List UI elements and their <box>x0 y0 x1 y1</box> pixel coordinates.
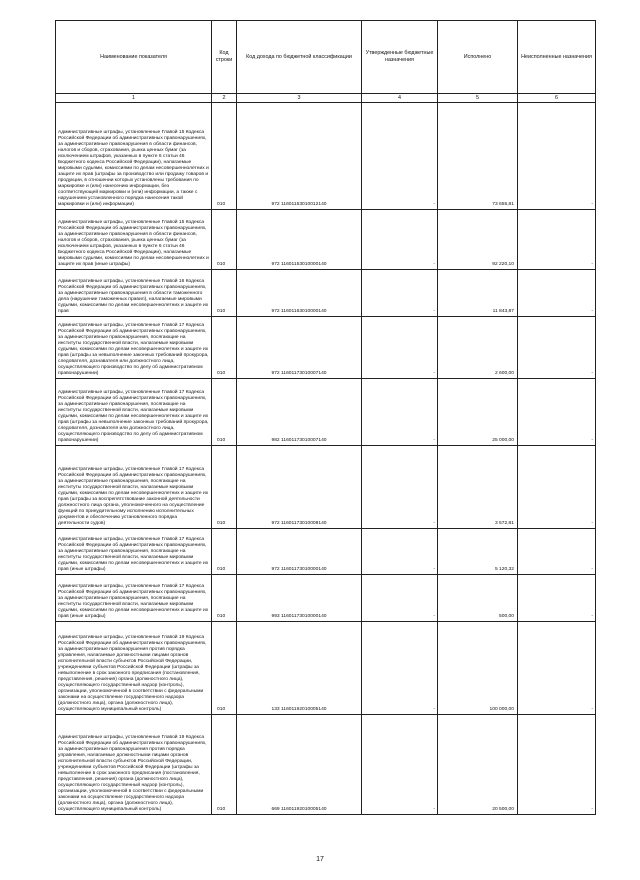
unexecuted-value: - <box>518 575 596 622</box>
budget-code: 972 11601173010000140 <box>237 529 362 575</box>
unexecuted-value: - <box>518 715 596 815</box>
budget-code: 133 11601192010005140 <box>237 622 362 715</box>
line-code: 010 <box>212 446 237 529</box>
indicator-name: Административные штрафы, установленные Главой 17 Кодекса Российской Федерации об административных правонарушениях, за административные правонарушения, посягающие на институты государственной власти, налагаемые мировыми судьями, комиссиями по делам несовершеннолетних и защите их прав (штрафы за воспрепятствование законной деятельности должностного лица органа, уполномоченного на осуществление функций по принудительному исполнению исполнительных документов и обеспечению установленного порядка деятельности судов) <box>56 446 212 529</box>
unexecuted-value: - <box>518 379 596 446</box>
approved-value: - <box>362 529 438 575</box>
line-code: 010 <box>212 103 237 210</box>
approved-value: - <box>362 379 438 446</box>
unexecuted-value: - <box>518 270 596 317</box>
table-row <box>56 270 596 317</box>
executed-value: 11 843,87 <box>438 270 518 317</box>
indicator-name: Административные штрафы, установленные Главой 19 Кодекса Российской Федерации об административных правонарушениях, за административные правонарушения против порядка управления, налагаемые должностными лицами органов исполнительной власти субъектов Российской Федерации, учреждениями субъектов Российской Федерации (штрафы за невыполнение в срок законного предписания (постановления, представления, решения) органа (должностного лица), осуществляющего государственный надзор (контроль), организации, уполномоченной в соответствии с федеральными законами на осуществление государственного надзора (должностного лица), органа (должностного лица), осуществляющего муниципальный контроль) <box>56 622 212 715</box>
indicator-name: Административные штрафы, установленные Главой 15 Кодекса Российской Федерации об административных правонарушениях, за административные правонарушения в области финансов, налогов и сборов, страхования, рынка ценных бумаг (за исключением штрафов, указанных в пункте 6 статьи 46 Бюджетного кодекса Российской Федерации), налагаемые мировыми судьями, комиссиями по делам несовершеннолетних и защите их прав (штрафы за производство или продажу товаров и продукции, в отношении которых установлены требования по маркировке и (или) нанесению информации, без соответствующей маркировки и (или) информации, а также с нарушением установленного порядка нанесения такой маркировки и (или) информации) <box>56 103 212 210</box>
header-row <box>56 21 596 94</box>
table-row <box>56 446 596 529</box>
revenue-table <box>55 20 596 815</box>
executed-value: 5 120,32 <box>438 529 518 575</box>
table-row <box>56 529 596 575</box>
table-row <box>56 379 596 446</box>
budget-code: 669 11601192010005140 <box>237 715 362 815</box>
unexecuted-value: - <box>518 446 596 529</box>
unexecuted-value: - <box>518 317 596 379</box>
unexecuted-value: - <box>518 529 596 575</box>
executed-value: 20 500,00 <box>438 715 518 815</box>
budget-code: 972 11601173010008140 <box>237 446 362 529</box>
unexecuted-value: - <box>518 210 596 270</box>
line-code: 010 <box>212 575 237 622</box>
budget-code: 972 11601153010012140 <box>237 103 362 210</box>
indicator-name: Административные штрафы, установленные Главой 17 Кодекса Российской Федерации об административных правонарушениях, за административные правонарушения, посягающие на институты государственной власти, налагаемые мировыми судьями, комиссиями по делам несовершеннолетних и защите их прав (иные штрафы) <box>56 575 212 622</box>
line-code: 010 <box>212 715 237 815</box>
indicator-name: Административные штрафы, установленные Главой 17 Кодекса Российской Федерации об административных правонарушениях, за административные правонарушения, посягающие на институты государственной власти, налагаемые мировыми судьями, комиссиями по делам несовершеннолетних и защите их прав (иные штрафы) <box>56 529 212 575</box>
approved-value: - <box>362 446 438 529</box>
report-sheet <box>55 20 595 815</box>
column-number: 2 <box>212 94 237 103</box>
indicator-name: Административные штрафы, установленные Главой 15 Кодекса Российской Федерации об административных правонарушениях, за административные правонарушения в области финансов, налогов и сборов, страхования, рынка ценных бумаг (за исключением штрафов, указанных в пункте 6 статьи 46 Бюджетного кодекса Российской Федерации), налагаемые мировыми судьями, комиссиями по делам несовершеннолетних и защите их прав (иные штрафы) <box>56 210 212 270</box>
approved-value: - <box>362 317 438 379</box>
unexecuted-value: - <box>518 103 596 210</box>
line-code: 010 <box>212 529 237 575</box>
line-code: 010 <box>212 317 237 379</box>
approved-value: - <box>362 575 438 622</box>
approved-value: - <box>362 715 438 815</box>
column-number: 1 <box>56 94 212 103</box>
header-executed: Исполнено <box>438 21 518 94</box>
column-number-row <box>56 94 596 103</box>
indicator-name: Административные штрафы, установленные Главой 17 Кодекса Российской Федерации об административных правонарушениях, за административные правонарушения, посягающие на институты государственной власти, налагаемые мировыми судьями, комиссиями по делам несовершеннолетних и защите их прав (штрафы за невыполнение законных требований прокурора, следователя, дознавателя или должностного лица, осуществляющего производство по делу об административном правонарушении) <box>56 379 212 446</box>
budget-code: 982 11601173010007140 <box>237 379 362 446</box>
approved-value: - <box>362 210 438 270</box>
table-row <box>56 103 596 210</box>
budget-code: 972 11601153010000140 <box>237 210 362 270</box>
line-code: 010 <box>212 270 237 317</box>
approved-value: - <box>362 103 438 210</box>
budget-code: 993 11601173010000140 <box>237 575 362 622</box>
header-unexecuted: Неисполненные назначения <box>518 21 596 94</box>
table-row <box>56 715 596 815</box>
header-name: Наименование показателя <box>56 21 212 94</box>
indicator-name: Административные штрафы, установленные Главой 19 Кодекса Российской Федерации об административных правонарушениях, за административные правонарушения против порядка управления, налагаемые должностными лицами органов исполнительной власти субъектов Российской Федерации, учреждениями субъектов Российской Федерации (штрафы за невыполнение в срок законного предписания (постановления, представления, решения) органа (должностного лица), осуществляющего государственный надзор (контроль), организации, уполномоченной в соответствии с федеральными законами на осуществление государственного надзора (должностного лица), органа (должностного лица), осуществляющего муниципальный контроль) <box>56 715 212 815</box>
header-code: Код строки <box>212 21 237 94</box>
table-row <box>56 210 596 270</box>
table-row <box>56 317 596 379</box>
line-code: 010 <box>212 210 237 270</box>
executed-value: 3 572,81 <box>438 446 518 529</box>
executed-value: 92 220,10 <box>438 210 518 270</box>
column-number: 3 <box>237 94 362 103</box>
page-number: 17 <box>316 856 324 863</box>
table-row <box>56 622 596 715</box>
table-row <box>56 575 596 622</box>
line-code: 010 <box>212 622 237 715</box>
approved-value: - <box>362 270 438 317</box>
executed-value: 2 600,00 <box>438 317 518 379</box>
indicator-name: Административные штрафы, установленные Главой 17 Кодекса Российской Федерации об административных правонарушениях, за административные правонарушения, посягающие на институты государственной власти, налагаемые мировыми судьями, комиссиями по делам несовершеннолетних и защите их прав (штрафы за невыполнение законных требований прокурора, следователя, дознавателя или должностного лица, осуществляющего производство по делу об административном правонарушении) <box>56 317 212 379</box>
executed-value: 73 655,81 <box>438 103 518 210</box>
executed-value: 100 000,00 <box>438 622 518 715</box>
budget-code: 972 11601163010000140 <box>237 270 362 317</box>
column-number: 4 <box>362 94 438 103</box>
header-approved: Утвержденные бюджетные назначения <box>362 21 438 94</box>
indicator-name: Административные штрафы, установленные Главой 16 Кодекса Российской Федерации об административных правонарушениях, за административные правонарушения в области таможенного дела (нарушение таможенных правил), налагаемые мировыми судьями, комиссиями по делам несовершеннолетних и защите их прав <box>56 270 212 317</box>
approved-value: - <box>362 622 438 715</box>
budget-code: 972 11601173010007140 <box>237 317 362 379</box>
executed-value: 25 000,00 <box>438 379 518 446</box>
executed-value: 500,00 <box>438 575 518 622</box>
unexecuted-value: - <box>518 622 596 715</box>
column-number: 5 <box>438 94 518 103</box>
column-number: 6 <box>518 94 596 103</box>
line-code: 010 <box>212 379 237 446</box>
header-kbk: Код дохода по бюджетной классификации <box>237 21 362 94</box>
